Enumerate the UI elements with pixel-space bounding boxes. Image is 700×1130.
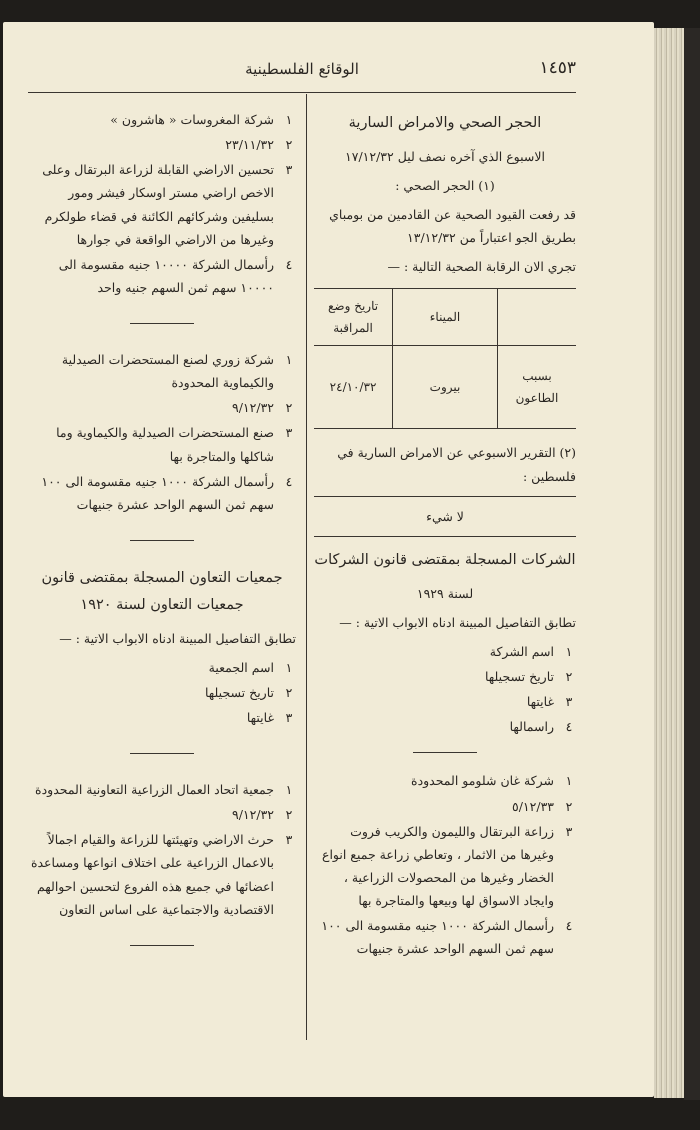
list-item: ١ اسم الشركة	[489, 643, 573, 659]
nothing-text: لا شيء	[426, 508, 464, 524]
table-header-port: الميناء	[393, 289, 498, 346]
list-item: ٣ حرث الاراضي وتهيئتها للزراعة والقيام اجمالاً بالاعمال الزراعية على اختلاف انواعها ومساعدة اعضائها في جميع هذه الفروع لتحسين احوالهم الاقتصادية والاجتماعية على اساس التعاون	[30, 832, 293, 917]
list-item: ١ شركة غان شلومو المحدودة	[411, 773, 573, 789]
divider	[130, 540, 194, 541]
list-item: ٢ ٢٣/١١/٣٢	[225, 137, 293, 153]
page-edges-shadow	[684, 28, 700, 1100]
list-item: ٢ ٩/١٢/٣٢	[232, 400, 293, 416]
list-item: ٤ رأسمال الشركة ١٠٠٠٠ جنيه مقسومة الى ١٠٠٠٠ سهم ثمن السهم جنيه واحد	[58, 256, 293, 295]
list-item: ٢ ٩/١٢/٣٢	[232, 807, 293, 823]
list-item: ١ شركة زوري لصنع المستحضرات الصيدلية والكيماوية المحدودة	[61, 352, 293, 391]
list-item: ٤ راسمالها	[509, 719, 573, 735]
companies-year: لسنة ١٩٢٩	[416, 585, 474, 601]
list-item: ٤ رأسمال الشركة ١٠٠٠ جنيه مقسومة الى ١٠٠ سهم ثمن السهم الواحد عشرة جنيهات	[321, 918, 573, 957]
list-item: ١ جمعية اتحاد العمال الزراعية التعاونية المحدودة	[35, 782, 293, 797]
header-rule	[28, 92, 576, 93]
page-header	[28, 52, 576, 88]
coop-title-line-2: جمعيات التعاون لسنة ١٩٢٠	[80, 596, 244, 613]
coop-title-line-1: جمعيات التعاون المسجلة بمقتضى قانون	[41, 569, 283, 586]
gazette-title: الوقائع الفلسطينية	[245, 60, 359, 78]
details-list	[314, 640, 576, 739]
company-entry-gan-shlomo	[314, 769, 576, 960]
divider	[130, 945, 194, 946]
left-column	[28, 108, 296, 970]
quarantine-text: قد رفعت القيود الصحية عن القادمين من بومباي بطريق الجو اعتباراً من ١٣/١٢/٣٢	[329, 207, 576, 246]
column-divider	[306, 94, 307, 1040]
list-item: ٢ تاريخ تسجيلها	[204, 684, 293, 700]
table-cell-date: ٢٤/١٠/٣٢	[314, 346, 393, 429]
weekly-report-heading: (٢) التقرير الاسبوعي عن الامراض السارية في فلسطين :	[337, 445, 576, 484]
list-item: ٤ رأسمال الشركة ١٠٠٠ جنيه مقسومة الى ١٠٠ سهم ثمن السهم الواحد عشرة جنيهات	[41, 473, 293, 512]
divider	[130, 753, 194, 754]
divider	[413, 752, 477, 753]
list-item: ٣ غايتها	[246, 709, 293, 725]
list-item: ٢ ٥/١٢/٣٣	[512, 798, 573, 814]
table-cell-reason: بسبب الطاعون	[497, 346, 576, 429]
control-intro: تجري الان الرقابة الصحية التالية : —	[387, 259, 576, 275]
list-item: ٢ تاريخ تسجيلها	[484, 669, 573, 684]
list-item: ٣ صنع المستحضرات الصيدلية والكيماوية وما شاكلها والمتاجرة بها	[56, 425, 293, 464]
coop-details-list	[28, 656, 296, 729]
quarantine-heading: (١) الحجر الصحي :	[395, 177, 495, 193]
company-entry-hasharon	[28, 108, 296, 299]
list-item: ٣ غايتها	[526, 694, 573, 710]
table-cell-port: بيروت	[393, 346, 498, 429]
table-header-date: تاريخ وضع المراقبة	[314, 289, 393, 346]
companies-title: الشركات المسجلة بمقتضى قانون الشركات	[314, 551, 576, 568]
page-number: ١٤٥٣	[539, 58, 576, 78]
table-header-empty	[497, 289, 576, 346]
divider	[314, 496, 576, 497]
week-line: الاسبوع الذي آخره نصف ليل ١٧/١٢/٣٢	[345, 148, 545, 164]
divider	[314, 536, 576, 537]
details-intro: تطابق التفاصيل المبينة ادناه الابواب الاتية : —	[339, 614, 576, 630]
right-column	[314, 104, 576, 974]
list-item: ٣ تحسين الاراضي القابلة لزراعة البرتقال وعلى الاخص اراضي مستر اوسكار فيشر ومور بسليفين وشركائهم الكائنة في قضاء طولكرم وغيرها من الاراضي الواقعة في جوارها	[42, 162, 293, 247]
coop-entry-workers-union	[28, 778, 296, 921]
quarantine-section-title: الحجر الصحي والامراض السارية	[348, 115, 542, 131]
quarantine-table	[314, 288, 576, 429]
divider	[130, 323, 194, 324]
coop-intro: تطابق التفاصيل المبينة ادناه الابواب الاتية : —	[59, 630, 296, 646]
list-item: ١ اسم الجمعية	[208, 659, 293, 675]
list-item: ٣ زراعة البرتقال والليمون والكريب فروت وغيرها من الاثمار ، وتعاطي زراعة جميع انواع الخضار وغيرها من المحصولات الزراعية ، وايجاد الاسواق لها وبيعها والمتاجرة بها	[321, 823, 573, 908]
company-entry-zori	[28, 348, 296, 516]
list-item: ١ شركة المغروسات « هاشرون »	[110, 112, 293, 127]
